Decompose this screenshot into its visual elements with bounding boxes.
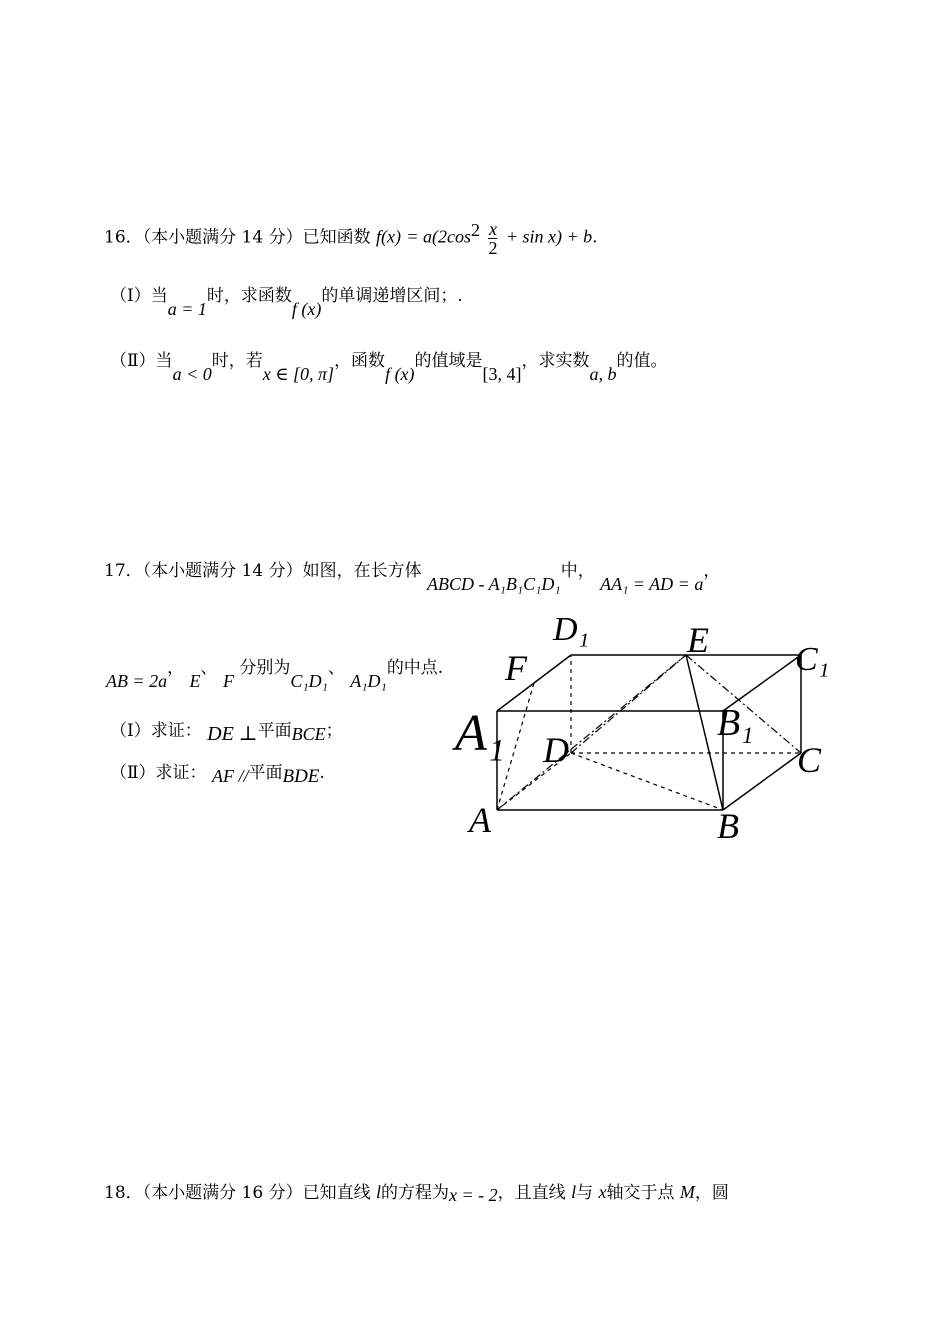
- label-e: E: [687, 620, 709, 660]
- q16-formula-rhs-b: + sin x) + b: [505, 226, 593, 247]
- q17-statement-cont: [106, 655, 444, 691]
- q17-sep2: 、: [327, 658, 345, 678]
- q17-seg2: A₁D₁: [350, 671, 387, 691]
- label-a: A: [469, 800, 491, 840]
- edge-b-c: [723, 753, 801, 810]
- q18-text2: ，且直线: [497, 1183, 566, 1203]
- q18-equation: x = - 2: [449, 1185, 498, 1205]
- q18-text5: ，圆: [694, 1183, 729, 1203]
- label-b1: B₁: [717, 702, 754, 744]
- q16-fraction: [488, 220, 497, 257]
- q18-point-m: M: [679, 1182, 695, 1202]
- q16-part2-text4: ，求实数: [521, 351, 590, 371]
- line-d-b: [571, 753, 723, 810]
- q16-part2-func: f (x): [385, 364, 415, 384]
- q17-part1-end: ；: [325, 721, 343, 741]
- q18-line-l: l: [376, 1182, 382, 1202]
- q16-part2-text5: 的值。: [616, 351, 668, 371]
- q17-part2: [110, 760, 325, 785]
- q16-end: .: [592, 227, 598, 248]
- q17-part2-end: .: [319, 763, 325, 783]
- q16-part1-text2: 的单调递增区间；.: [321, 286, 463, 306]
- q18-number: 18．: [104, 1183, 143, 1203]
- line-d-e: [571, 655, 686, 753]
- q16-frac-num: x: [488, 218, 497, 239]
- q17-part1: [110, 718, 343, 743]
- q17-comma: ，: [703, 561, 721, 581]
- label-b: B: [717, 806, 739, 846]
- q16-formula-sup: 2: [471, 220, 481, 240]
- q17-comma2: ，: [167, 658, 185, 678]
- q17-part2-expr: AF //: [211, 766, 249, 786]
- q16-part2-text3: 的值域是: [414, 351, 483, 371]
- q17-text2: 分别为: [239, 658, 291, 678]
- label-c1: C₁: [795, 641, 830, 678]
- label-d: D: [543, 730, 569, 770]
- q16-frac-den: 2: [488, 237, 498, 258]
- q16-part2-text2: ，函数: [334, 351, 386, 371]
- q17-number: 17．: [104, 561, 143, 581]
- q16-part2-label: （Ⅱ）当: [110, 351, 173, 371]
- q18-statement: [104, 1180, 729, 1205]
- q16-part2-text1: 时，若: [211, 351, 263, 371]
- label-a1: A₁: [455, 705, 505, 762]
- q17-point-e: E: [189, 671, 201, 691]
- q17-header: （本小题满分 14 分）如图，在长方体: [142, 561, 422, 581]
- q18-text4: 轴交于点: [606, 1183, 675, 1203]
- q16-part1-cond: a = 1: [167, 299, 207, 319]
- q16-part2: [110, 348, 668, 384]
- q17-part2-text: 平面: [248, 763, 283, 783]
- q18-header: （本小题满分 16 分）已知直线: [142, 1183, 371, 1203]
- label-d1: D₁: [553, 611, 590, 648]
- q16-part1-func: f (x): [291, 299, 322, 319]
- q17-sep1: 、: [200, 658, 218, 678]
- q17-part1-label: （Ⅰ）求证：: [110, 721, 202, 741]
- q16-part2-vars: a, b: [589, 364, 617, 384]
- q17-statement: [104, 558, 721, 594]
- q16-formula-rhs-a: = a(2cos: [406, 226, 472, 247]
- q17-text3: 的中点.: [386, 658, 444, 678]
- q17-part2-label: （Ⅱ）求证：: [110, 763, 207, 783]
- q18-text1: 的方程为: [381, 1183, 450, 1203]
- q17-part2-plane: BDE: [282, 766, 320, 787]
- q17-cond1: AA₁ = AD = a: [600, 574, 704, 594]
- q17-part1-text: 平面: [257, 721, 292, 741]
- cuboid-figure: [445, 600, 845, 850]
- q16-part2-interval: x ∈ [0, π]: [262, 364, 335, 384]
- q16-part1: [110, 283, 463, 319]
- q16-part2-cond: a < 0: [172, 364, 212, 384]
- q16-statement: [104, 218, 598, 257]
- q17-part1-expr: DE ⊥: [207, 723, 258, 745]
- q18-x: x: [598, 1182, 607, 1202]
- q17-part1-plane: BCE: [291, 724, 326, 744]
- q16-part2-range: [3, 4]: [482, 364, 522, 384]
- q16-formula-lhs: f(x): [376, 226, 401, 247]
- q17-text1: 中，: [560, 561, 595, 581]
- q17-solid: ABCD - A₁B₁C₁D₁: [427, 574, 561, 594]
- q17-seg1: C₁D₁: [290, 671, 328, 691]
- q16-part1-label: （Ⅰ）当: [110, 286, 168, 306]
- q18-line-l2: l: [571, 1182, 577, 1202]
- label-f: F: [505, 648, 527, 688]
- q17-point-f: F: [222, 671, 234, 691]
- q16-header: （本小题满分 14 分）已知函数: [142, 227, 371, 248]
- label-c: C: [797, 740, 822, 780]
- q16-part1-text1: 时，求函数: [206, 286, 292, 306]
- q18-text3: 与: [576, 1183, 594, 1203]
- q16-number: 16．: [104, 227, 143, 248]
- q17-cond2: AB = 2a: [106, 671, 168, 691]
